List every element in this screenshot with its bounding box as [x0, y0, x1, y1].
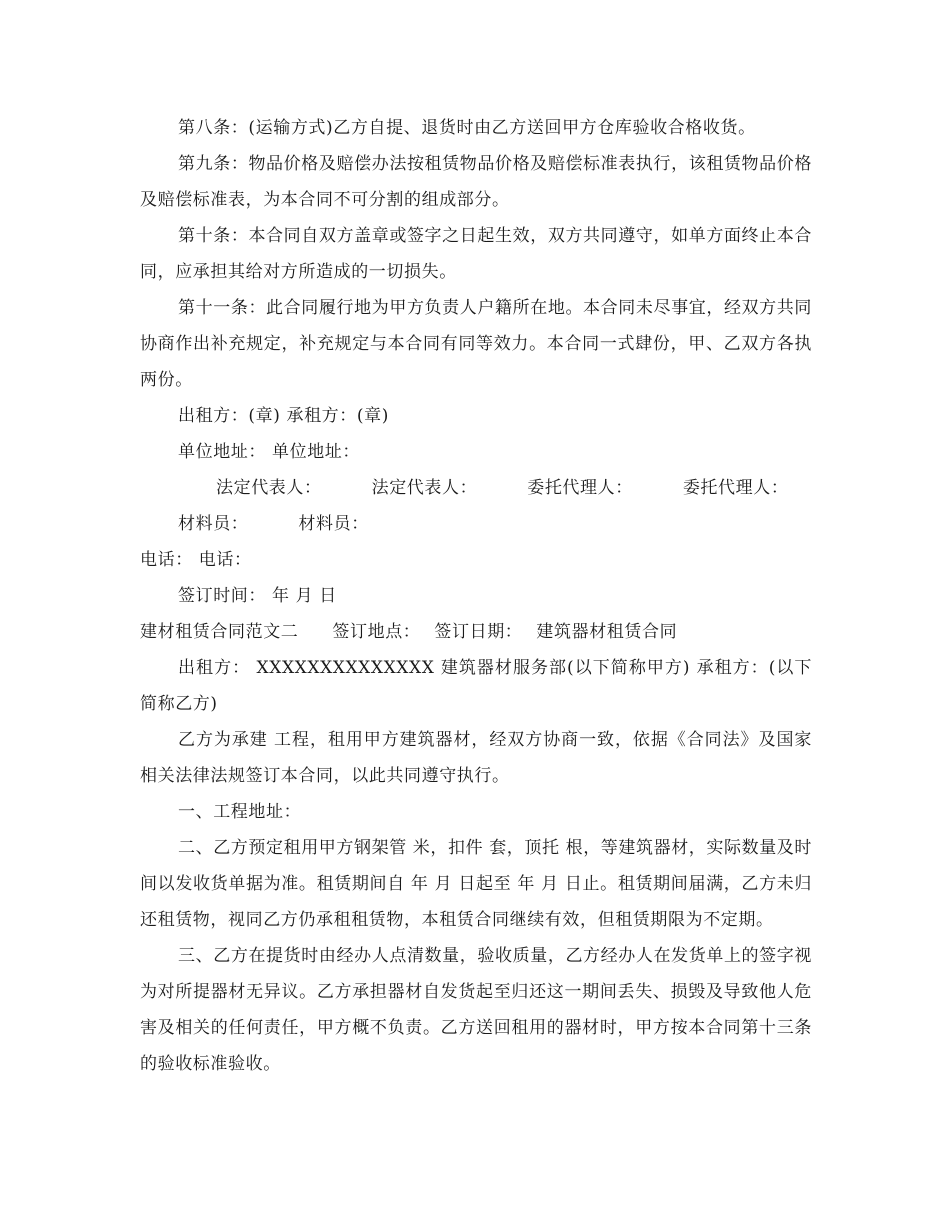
sign-date-label: 签订日期：	[434, 622, 523, 642]
signature-phone: 电话： 电话：	[140, 550, 252, 570]
material-label-2: 材料员：	[298, 514, 369, 534]
contract-name: 建筑器材租赁合同	[536, 622, 678, 642]
contract-intro: 乙方为承建 工程，租用甲方建筑器材，经双方协商一致，依据《合同法》及国家相关法律法规签订本合同，以此共同遵守执行。	[140, 730, 812, 786]
article-11: 第十一条：此合同履行地为甲方负责人户籍所在地。本合同未尽事宜，经双方共同协商作出补充规定，补充规定与本合同有同等效力。本合同一式肆份，甲、乙双方各执两份。	[140, 298, 812, 390]
second-contract-title: 建材租赁合同范文二	[140, 622, 299, 642]
agent-label-1: 委托代理人：	[527, 478, 633, 498]
second-contract-heading	[140, 614, 812, 650]
signature-representatives	[140, 470, 812, 542]
clause-3: 三、乙方在提货时由经办人点清数量，验收质量，乙方经办人在发货单上的签字视为对所提器材无异议。乙方承担器材自发货起至归还这一期间丢失、损毁及导致他人危害及相关的任何责任，甲方概不负责。乙方送回租用的器材时，甲方按本合同第十三条的验收标准验收。	[140, 946, 812, 1074]
clause-1: 一、工程地址：	[178, 802, 302, 822]
legal-rep-label-1: 法定代表人：	[216, 478, 322, 498]
article-10: 第十条：本合同自双方盖章或签字之日起生效，双方共同遵守，如单方面终止本合同，应承担其给对方所造成的一切损失。	[140, 226, 812, 282]
contract-parties: 出租方： XXXXXXXXXXXXXX 建筑器材服务部(以下简称甲方) 承租方：(以下简称乙方)	[140, 658, 812, 714]
clause-2: 二、乙方预定租用甲方钢架管 米，扣件 套，顶托 根，等建筑器材，实际数量及时间以发收货单据为准。租赁期间自 年 月 日起至 年 月 日止。租赁期间届满，乙方未归还租赁物，视同乙方仍承租租赁物，本租赁合同继续有效，但租赁期限为不定期。	[140, 838, 813, 930]
signature-parties: 出租方：(章) 承租方：(章)	[178, 406, 389, 426]
article-9: 第九条：物品价格及赔偿办法按租赁物品价格及赔偿标准表执行，该租赁物品价格及赔偿标准表，为本合同不可分割的组成部分。	[140, 154, 812, 210]
signature-time: 签订时间： 年 月 日	[178, 586, 337, 606]
article-8: 第八条：(运输方式)乙方自提、退货时由乙方送回甲方仓库验收合格收货。	[178, 118, 756, 138]
sign-place-label: 签订地点：	[332, 622, 421, 642]
agent-label-2: 委托代理人：	[682, 478, 789, 498]
document-page	[140, 110, 812, 1082]
legal-rep-label-2: 法定代表人：	[371, 478, 478, 498]
material-label-1: 材料员：	[178, 514, 249, 534]
signature-address: 单位地址： 单位地址：	[178, 442, 361, 462]
